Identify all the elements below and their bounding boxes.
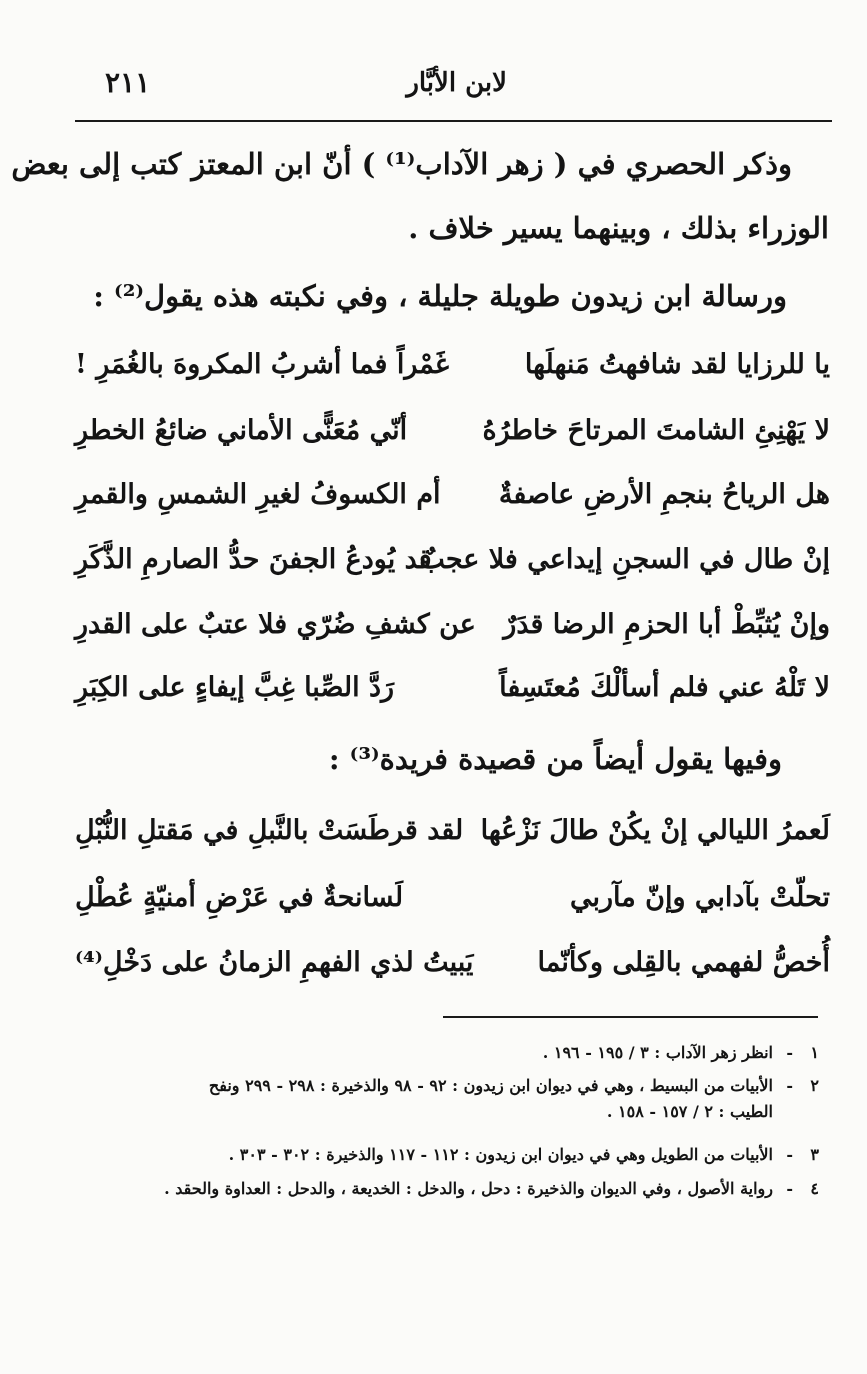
verse-second-hemistich: غَمْراً فما أشربُ المكروهَ بالغُمَرِ ! xyxy=(75,349,449,380)
verse-second-hemistich: لَسانحةٌ في عَرْضِ أمنيّةٍ عُطْلِ xyxy=(75,882,404,913)
paragraph-1-line-2: الوزراء بذلك ، وبينهما يسير خلاف . xyxy=(408,211,829,245)
verse-row xyxy=(75,600,830,650)
verse-second-hemistich: أم الكسوفُ لغيرِ الشمسِ والقمرِ xyxy=(75,479,441,510)
verse-second-hemistich: أنّي مُعَنًّى الأماني ضائعُ الخطرِ xyxy=(75,415,408,446)
footnote-rule xyxy=(443,1016,818,1018)
verse-row xyxy=(75,535,830,585)
verse-first-hemistich: إنْ طال في السجنِ إيداعي فلا عجبٌ xyxy=(419,544,830,575)
footnote-continuation: الطيب : ٢ / ١٥٧ - ١٥٨ . xyxy=(606,1102,773,1121)
footnote-number: ٢ xyxy=(810,1076,819,1095)
header-rule xyxy=(75,120,832,122)
verse-first-hemistich: يا للرزايا لقد شافهتُ مَنهلَها xyxy=(524,349,830,380)
verse-row xyxy=(75,470,830,520)
verse-second-hemistich: قد يُودعُ الجفنَ حدُّ الصارمِ الذَّكَرِ xyxy=(75,544,432,575)
paragraph-2: ورسالة ابن زيدون طويلة جليلة ، وفي نكبته هذه يقول⁽²⁾ : xyxy=(93,279,787,313)
footnote-dash: - xyxy=(786,1179,793,1198)
verse-first-hemistich: أُخصُّ لفهمي بالقِلى وكأنّما xyxy=(537,947,830,978)
footnote-dash: - xyxy=(786,1043,793,1062)
verse-row xyxy=(75,406,830,456)
footnote-text: انظر زهر الآداب : ٣ / ١٩٥ - ١٩٦ . xyxy=(542,1043,773,1062)
footnote-text: الأبيات من البسيط ، وهي في ديوان ابن زيدون : ٩٢ - ٩٨ والذخيرة : ٢٩٨ - ٢٩٩ ونفح xyxy=(208,1076,773,1095)
verse-row xyxy=(75,340,830,390)
verse-row xyxy=(75,873,830,923)
verse-second-hemistich: لقد قرطَسَتْ بالنَّبلِ في مَقتلِ النُّبْلِ xyxy=(75,815,464,846)
footnote-text: رواية الأصول ، وفي الديوان والذخيرة : دحل ، والدخل : الخديعة ، والدحل : العداوة والحقد . xyxy=(164,1179,773,1198)
footnote-dash: - xyxy=(786,1145,793,1164)
footnote-2 xyxy=(49,1073,819,1125)
footnote-text: الأبيات من الطويل وهي في ديوان ابن زيدون : ١١٢ - ١١٧ والذخيرة : ٣٠٢ - ٣٠٣ . xyxy=(228,1145,773,1164)
verse-second-hemistich: يَبيتُ لذي الفهمِ الزمانُ على دَخْلِ⁽⁴⁾ xyxy=(75,947,474,978)
footnote-4 xyxy=(49,1176,819,1202)
verse-second-hemistich: رَدَّ الصِّبا غِبَّ إيفاءٍ على الكِبَرِ xyxy=(75,672,395,703)
header-title: لابن الأبَّار xyxy=(406,68,507,98)
footnote-dash: - xyxy=(786,1076,793,1095)
verse-second-hemistich: عن كشفِ ضُرّي فلا عتبٌ على القدرِ xyxy=(75,609,476,640)
page-number: ٢١١ xyxy=(105,66,151,99)
footnote-number: ١ xyxy=(810,1043,819,1062)
footnote-number: ٣ xyxy=(810,1145,819,1164)
running-header xyxy=(75,62,832,112)
verse-first-hemistich: لا يَهْنِئِ الشامتَ المرتاحَ خاطرُهُ xyxy=(482,415,830,446)
verse-row xyxy=(75,938,830,988)
verse-row xyxy=(75,806,830,856)
verse-first-hemistich: لَعمرُ الليالي إنْ يكُنْ طالَ نَزْعُها xyxy=(480,815,830,846)
verse-first-hemistich: لا تَلْهُ عني فلم أسألْكَ مُعتَسِفاً xyxy=(499,672,830,703)
verse-first-hemistich: وإنْ يُثبِّطْ أبا الحزمِ الرضا قدَرٌ xyxy=(503,609,830,640)
paragraph-1-line-1: وذكر الحصري في ( زهر الآداب⁽¹⁾ ) أنّ ابن المعتز كتب إلى بعض xyxy=(11,147,792,181)
verse-row xyxy=(75,663,830,713)
footnote-1 xyxy=(49,1040,819,1066)
footnote-number: ٤ xyxy=(810,1179,819,1198)
verse-first-hemistich: تحلّتْ بآدابي وإنّ مآربي xyxy=(570,882,830,913)
footnote-3 xyxy=(49,1142,819,1168)
paragraph-3: وفيها يقول أيضاً من قصيدة فريدة⁽³⁾ : xyxy=(328,742,782,776)
verse-first-hemistich: هل الرياحُ بنجمِ الأرضِ عاصفةٌ xyxy=(498,479,830,510)
